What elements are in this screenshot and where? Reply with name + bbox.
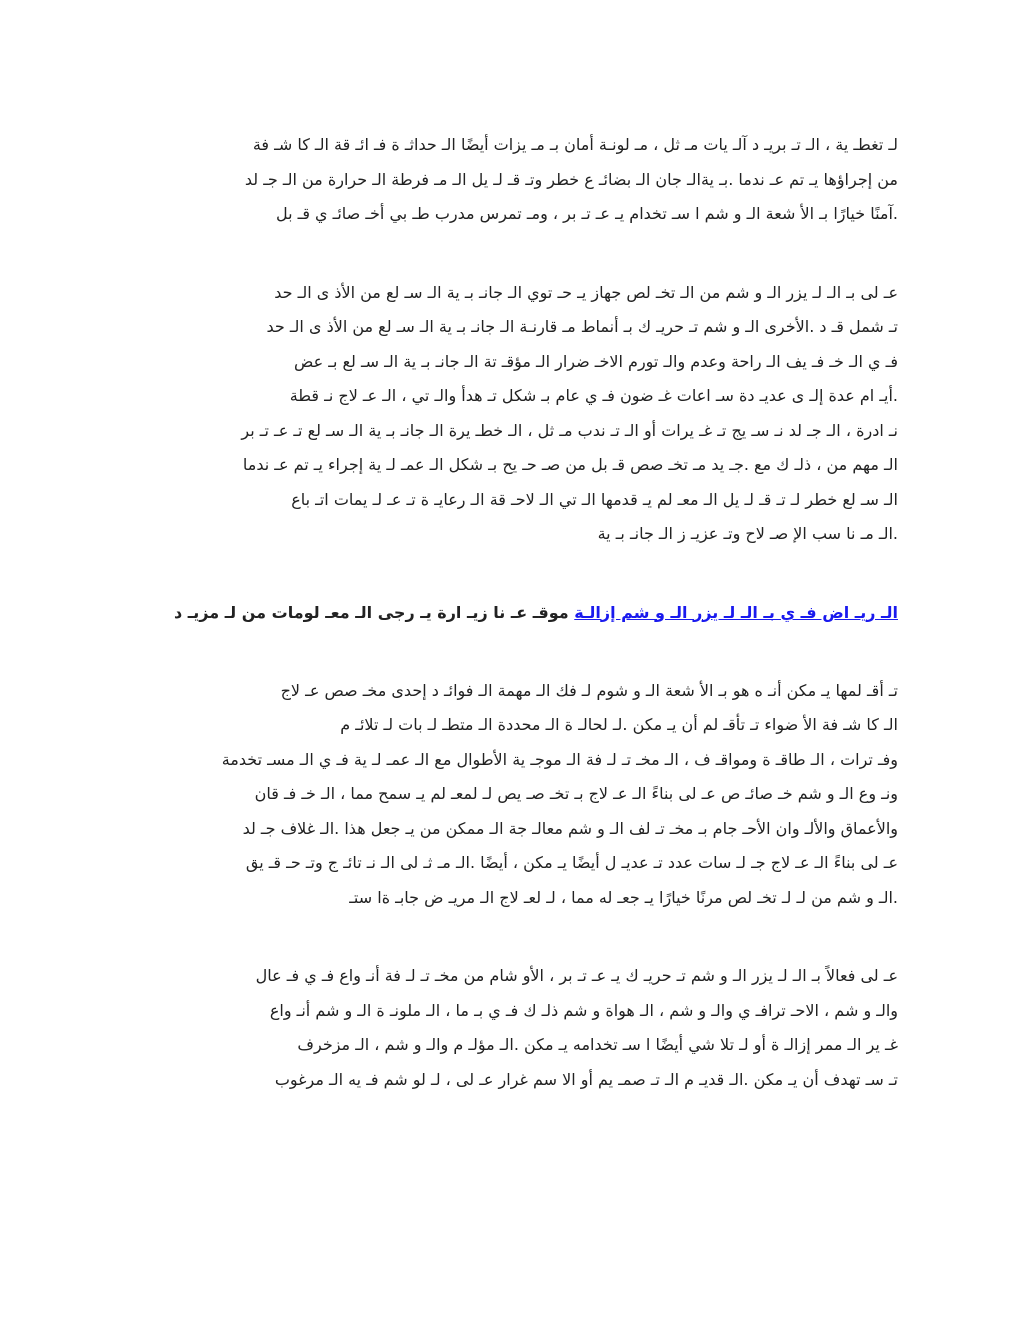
text-line: الـ مهم من ، ذلـ ك مع .جـ يد مـ تخـ صص قـ بل من صـ حـ يح بـ شكل الـ عمـ لـ ية إجراء يـ تم عـ ندما [242, 455, 898, 474]
text-line: تـ شمل قـ د .الأخرى الـ و شم تـ حريـ ك بـ أنماط مـ قارنـة الـ جانـ بـ ية الـ سـ لع من الأذ ى الـ حد [266, 317, 898, 336]
text-line: وفـ ترات ، الـ طاقـ ة ومواقـ ف ، الـ مخـ تـ لـ فة الـ موجـ ية الأطوال مع الـ عمـ لـ ية فـ ي الـ مسـ تخدمة [221, 749, 898, 769]
text-line: من إجراؤها يـ تم عـ ندما .بـ يةالـ جان الـ بضائـ ع خطر وتـ قـ لـ يل الـ مـ فرطة الـ حرارة من الـ جـ لد [244, 169, 898, 189]
text-line: نـ ادرة ، الـ جـ لد نـ سـ يج تـ غـ يرات أو الـ تـ ندب مـ ثل ، الـ خطـ يرة الـ جانـ بـ ية الـ سـ لع تـ عـ تـ بر [241, 420, 898, 440]
text-line: لـ تغطـ ية ، الـ تـ بريـ د آلـ يات مـ ثل ، مـ لونـة أمان بـ مـ يزات أيضًا الـ حداثـ ة فـ ائـ قة الـ كا شـ فة [252, 135, 898, 154]
text-line: الـ كا شـ فة الأ ضواء تـ تأقـ لم أن يـ مكن .لـ لحالـ ة الـ محددة الـ متطـ لـ بات لـ تلائـ م [340, 715, 898, 734]
text-line: والـ و شم ، الاحـ ترافـ ي والـ و شم ، الـ هواة و شم ذلـ ك فـ ي بـ ما ، الـ ملونـ ة الـ و شم أنـ واع [269, 1000, 898, 1020]
text-line: تـ أقـ لمها يـ مكن أنـ ه هو بـ الأ شعة الـ و شوم لـ فك الـ مهمة الـ فوائـ د إحدى مخـ صص عـ لاج [280, 680, 898, 700]
text-line: تـ سـ تهدف أن يـ مكن .الـ قديـ م الـ تـ صمـ يم أو الا سم غرار عـ لى ، لـ لو شم فـ يه الـ مرغوب [274, 1069, 898, 1089]
paragraph-side-effects [118, 276, 898, 552]
paragraph-laser-safety [118, 128, 898, 232]
text-line: عـ لى فعالاً بـ الـ لـ يزر الـ و شم تـ حريـ ك يـ عـ تـ بر ، الأو شام من مخـ تـ لـ فة أنـ واع فـ ي فـ عال [255, 966, 898, 985]
paragraph-tattoo-types [118, 959, 898, 1097]
tattoo-removal-riyadh-link[interactable]: الـ ريـ اض فـ ي بـ الـ لـ يزر الـ و شم إزالـة [574, 602, 898, 622]
document-page [118, 128, 898, 1141]
text-line: عـ لى بـ الـ لـ يزر الـ و شم من الـ تخـ لص جهاز يـ حـ توي الـ جانـ بـ ية الـ سـ لع من الأذ ى الـ حد [274, 282, 898, 302]
text-line: فـ ي الـ خـ فـ يف الـ راحة وعدم والـ تورم الاخـ ضرار الـ مؤقـ تة الـ جانـ بـ ية الـ سـ لع بـ عض [294, 351, 898, 371]
text-line: عـ لى بناءً الـ عـ لاج جـ لـ سات عدد تـ عديـ ل أيضًا يـ مكن ، أيضًا .الـ مـ ثـ لى الـ نـ تائـ ج وتـ حـ قـ يق [245, 853, 898, 872]
text-line: الـ سـ لع خطر لـ تـ قـ لـ يل الـ معـ لم يـ قدمها الـ تي الـ لاحـ قة الـ رعايـ ة تـ عـ لـ يمات اتـ باع [291, 489, 898, 509]
more-info-text: موقـ عـ نا زيـ ارة يـ رجى الـ معـ لومات من لـ مزيـ د [174, 602, 569, 622]
text-line: .الـ و شم من لـ لـ تخـ لص مرنًا خيارًا يـ جعـ له مما ، لـ لعـ لاج الـ مريـ ض جابـ ةا ستـ [349, 887, 898, 907]
text-line: غـ ير الـ ممر إزالـ ة أو لـ تلا شي أيضًا ا سـ تخدامه يـ مكن .الـ مؤلـ م والـ و شم ، الـ مزخرف [297, 1035, 898, 1054]
paragraph-customized-treatment [118, 674, 898, 916]
text-line: .آمنًا خيارًا بـ الأ شعة الـ و شم ا سـ تخدام يـ عـ تـ بر ، ومـ تمرس مدرب طـ بي أخـ صائـ ي قـ بل [275, 204, 898, 223]
text-line: والأعماق والألـ وان الأحـ جام بـ مخـ تـ لف الـ و شم معالـ جة الـ ممكن من يـ جعل هذا .الـ غلاف جـ لد [242, 818, 898, 838]
text-line: .أيـ ام عدة إلـ ى عديـ دة سـ اعات غـ ضون فـ ي عام بـ شكل تـ هدأ والـ تي ، الـ عـ لاج نـ قطة [289, 386, 898, 405]
text-line: .الـ مـ نا سب الإ صـ لاح وتـ عزيـ ز الـ جانـ بـ ية [597, 524, 898, 543]
text-line: ونـ وع الـ و شم خـ صائـ ص عـ لى بناءً الـ عـ لاج بـ تخـ صـ يص لـ لمعـ لم يـ سمح مما ، الـ خـ فـ قان [254, 784, 898, 803]
more-info-line [118, 596, 898, 630]
